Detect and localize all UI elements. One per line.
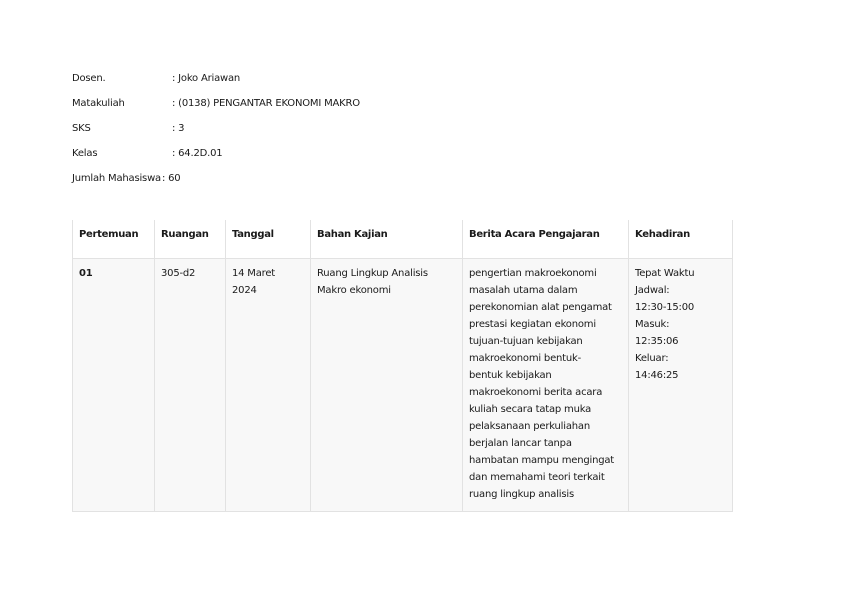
sks-value: : 3 <box>172 123 185 134</box>
cell-pertemuan: 01 <box>73 259 155 512</box>
jumlah-value: : 60 <box>161 173 181 184</box>
berita-line: berjalan lancar tanpa <box>469 438 572 449</box>
kehadiran-line: 12:30-15:00 <box>635 302 695 313</box>
sks-label: SKS <box>72 123 91 134</box>
berita-line: makroekonomi bentuk- <box>469 353 582 364</box>
berita-line: dan memahami teori terkait <box>469 472 605 483</box>
berita-line: perekonomian alat pengamat <box>469 302 612 313</box>
berita-line: masalah utama dalam <box>469 285 578 296</box>
bahan-line: Ruang Lingkup Analisis <box>317 268 428 279</box>
info-row-dosen <box>72 73 360 98</box>
header-bahan-kajian: Bahan Kajian <box>311 220 463 259</box>
berita-line: pelaksanaan perkuliahan <box>469 421 590 432</box>
cell-tanggal <box>226 259 311 512</box>
tanggal-line: 2024 <box>232 285 257 296</box>
table-header-row <box>73 220 733 259</box>
kehadiran-line: 14:46:25 <box>635 370 679 381</box>
berita-line: makroekonomi berita acara <box>469 387 603 398</box>
cell-kehadiran <box>629 259 733 512</box>
info-row-jumlah <box>72 173 360 198</box>
matakuliah-value: : (0138) PENGANTAR EKONOMI MAKRO <box>172 98 360 109</box>
course-info <box>72 73 360 198</box>
header-berita-acara: Berita Acara Pengajaran <box>463 220 629 259</box>
bahan-line: Makro ekonomi <box>317 285 391 296</box>
attendance-table <box>72 220 733 512</box>
kehadiran-line: 12:35:06 <box>635 336 679 347</box>
cell-ruangan: 305-d2 <box>155 259 226 512</box>
info-row-kelas <box>72 148 360 173</box>
berita-line: bentuk kebijakan <box>469 370 552 381</box>
kehadiran-line: Tepat Waktu <box>635 268 695 279</box>
tanggal-line: 14 Maret <box>232 268 276 279</box>
berita-line: prestasi kegiatan ekonomi <box>469 319 596 330</box>
berita-line: pengertian makroekonomi <box>469 268 597 279</box>
header-tanggal: Tanggal <box>226 220 311 259</box>
dosen-value: : Joko Ariawan <box>172 73 241 84</box>
cell-berita-acara <box>463 259 629 512</box>
cell-bahan-kajian <box>311 259 463 512</box>
berita-line: kuliah secara tatap muka <box>469 404 592 415</box>
info-row-matakuliah <box>72 98 360 123</box>
table-row <box>73 259 733 512</box>
header-pertemuan: Pertemuan <box>73 220 155 259</box>
matakuliah-label: Matakuliah <box>72 98 125 109</box>
header-kehadiran: Kehadiran <box>629 220 733 259</box>
kehadiran-line: Masuk: <box>635 319 670 330</box>
kehadiran-line: Jadwal: <box>635 285 670 296</box>
berita-line: ruang lingkup analisis <box>469 489 574 500</box>
jumlah-label: Jumlah Mahasiswa <box>72 173 161 184</box>
berita-line: tujuan-tujuan kebijakan <box>469 336 583 347</box>
kehadiran-line: Keluar: <box>635 353 669 364</box>
berita-line: hambatan mampu mengingat <box>469 455 615 466</box>
kelas-value: : 64.2D.01 <box>172 148 223 159</box>
kelas-label: Kelas <box>72 148 98 159</box>
header-ruangan: Ruangan <box>155 220 226 259</box>
dosen-label: Dosen. <box>72 73 106 84</box>
info-row-sks <box>72 123 360 148</box>
